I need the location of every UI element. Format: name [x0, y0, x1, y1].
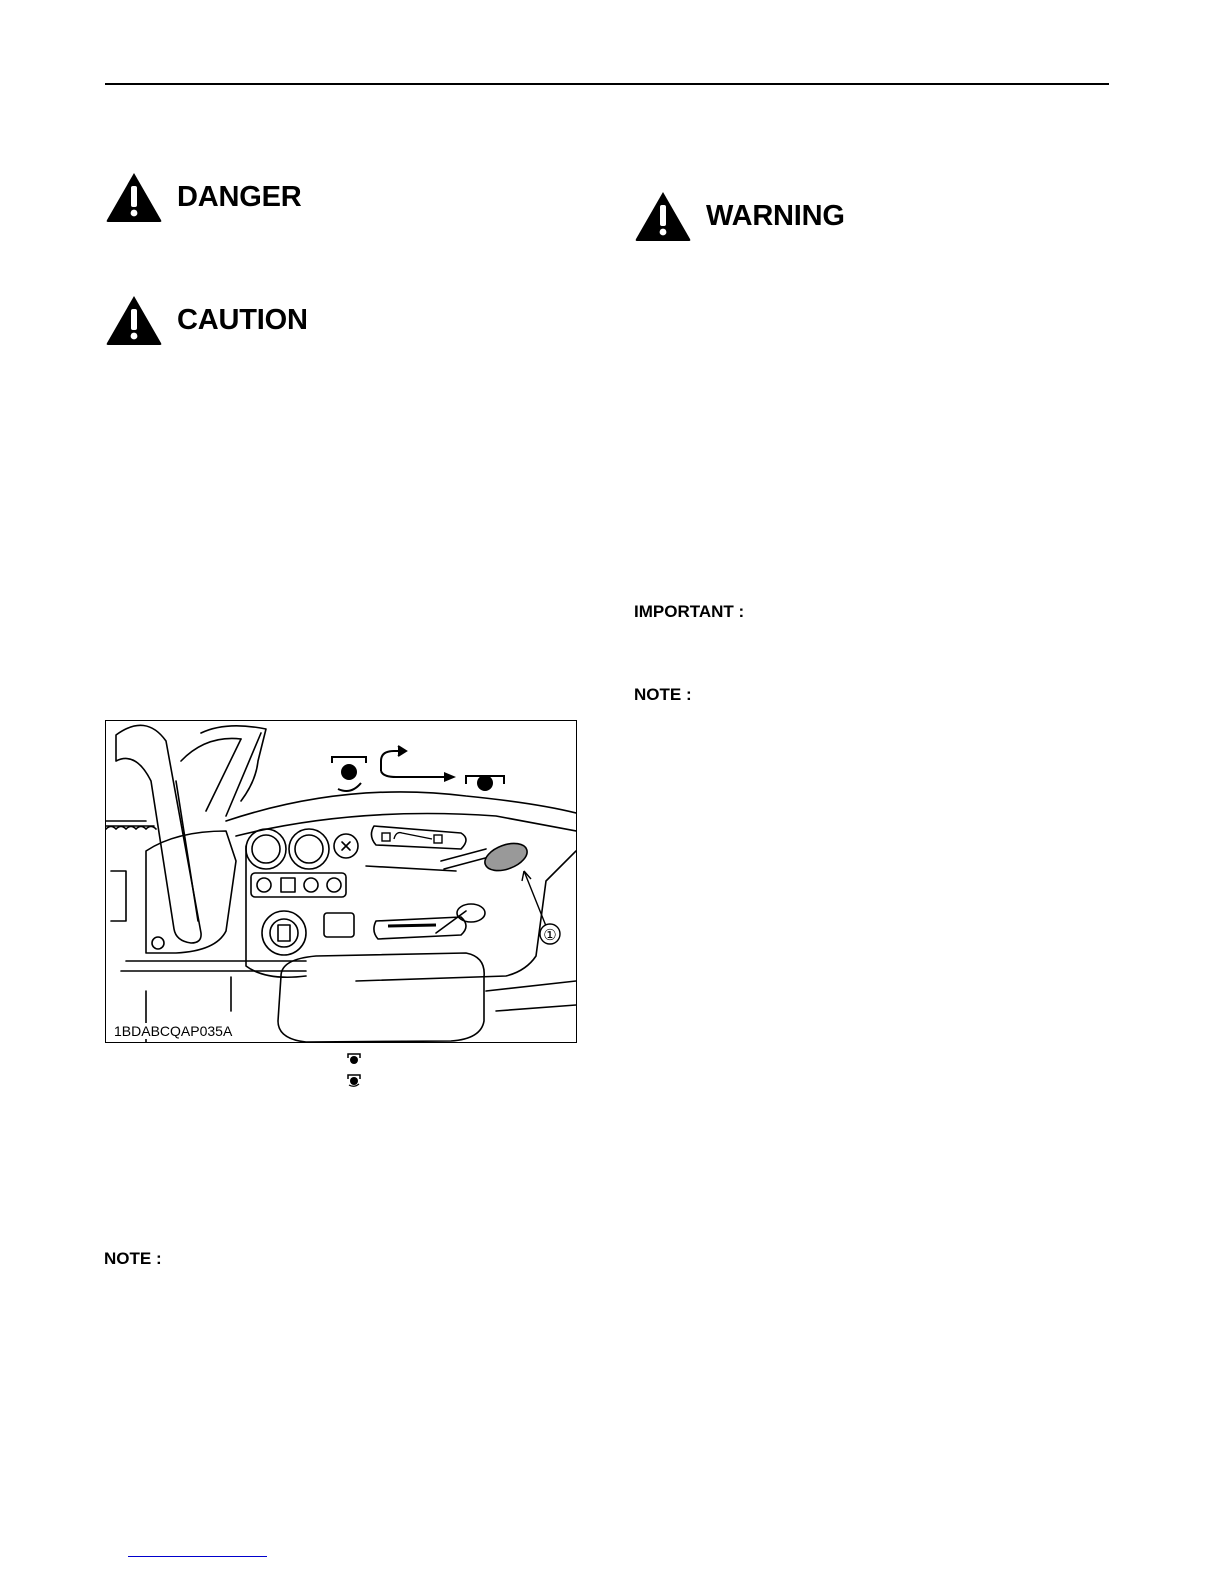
warning-triangle-icon	[105, 171, 163, 223]
danger-heading: DANGER	[177, 180, 302, 213]
danger-alert	[105, 171, 301, 223]
gear-rotate-icon	[346, 1074, 362, 1088]
dashboard-illustration	[105, 720, 577, 1043]
note-label: NOTE :	[104, 1249, 162, 1268]
caution-alert	[105, 294, 308, 346]
figure-code: 1BDABCQAP035A	[114, 1023, 233, 1039]
warning-alert	[634, 190, 845, 242]
tractor-dashboard-drawing	[106, 721, 576, 1042]
footer-link-underline[interactable]	[128, 1556, 267, 1557]
header-rule	[105, 83, 1109, 85]
note-label: NOTE :	[634, 685, 692, 704]
important-label: IMPORTANT :	[634, 602, 745, 621]
caution-heading: CAUTION	[177, 303, 308, 336]
warning-heading: WARNING	[706, 199, 845, 232]
callout-number: ①	[543, 927, 557, 944]
gear-engaged-icon	[346, 1053, 362, 1067]
warning-triangle-icon	[105, 294, 163, 346]
warning-triangle-icon	[634, 190, 692, 242]
